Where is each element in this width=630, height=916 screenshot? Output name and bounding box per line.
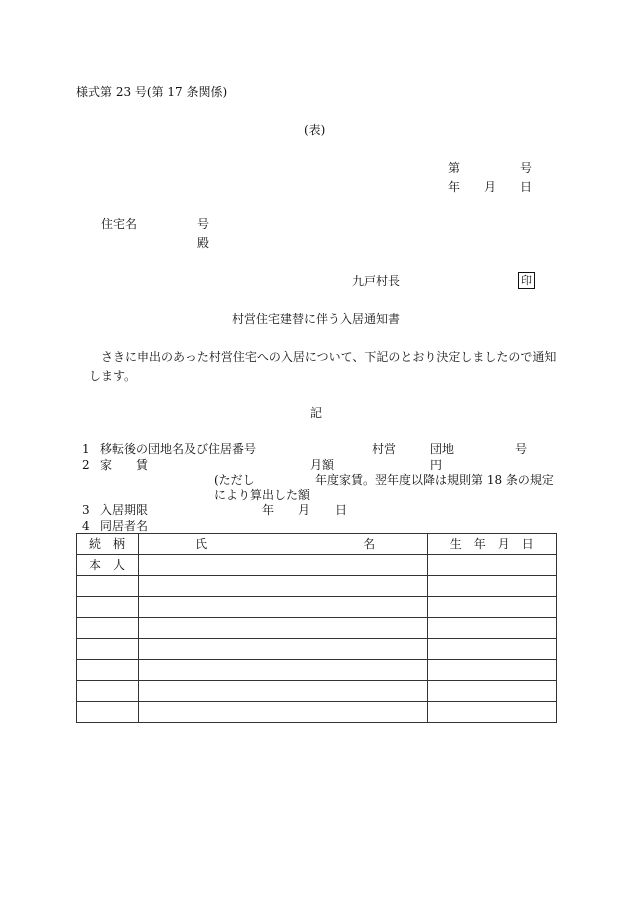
item2-monthly: 月額 bbox=[310, 458, 335, 472]
header-name bbox=[139, 534, 428, 555]
item3-month: 月 bbox=[298, 503, 311, 517]
body-line-2: します。 bbox=[89, 369, 137, 383]
item2-note-line2: により算出した額 bbox=[214, 488, 311, 502]
cell-birth bbox=[427, 618, 556, 639]
item2-note-open: (ただし bbox=[214, 473, 255, 487]
cell-relation bbox=[77, 660, 139, 681]
table-row bbox=[77, 702, 557, 723]
cohabitants-table bbox=[76, 533, 557, 723]
addressee-label: 住宅名 bbox=[101, 217, 138, 231]
cell-relation bbox=[77, 555, 139, 576]
item2-num: 2 bbox=[82, 458, 90, 472]
cell-name bbox=[139, 702, 428, 723]
item3-label: 入居期限 bbox=[100, 503, 149, 517]
relation-self: 本 人 bbox=[89, 558, 126, 572]
header-birth-text: 生 年 月 日 bbox=[449, 537, 534, 551]
doc-date-month: 月 bbox=[484, 180, 497, 194]
cell-relation bbox=[77, 576, 139, 597]
doc-date-day: 日 bbox=[520, 180, 533, 194]
item3-year: 年 bbox=[262, 503, 275, 517]
header-relation bbox=[77, 534, 139, 555]
cell-name bbox=[139, 681, 428, 702]
doc-title: 村営住宅建替に伴う入居通知書 bbox=[232, 312, 401, 326]
addressee-honorific: 殿 bbox=[197, 236, 210, 250]
header-name-left: 氏 bbox=[195, 537, 208, 551]
item2-yen: 円 bbox=[430, 458, 443, 472]
doc-number-go: 号 bbox=[520, 161, 533, 175]
cell-relation bbox=[77, 681, 139, 702]
cell-birth bbox=[427, 660, 556, 681]
cell-relation bbox=[77, 639, 139, 660]
item3-num: 3 bbox=[82, 503, 90, 517]
item1-village: 村営 bbox=[372, 442, 397, 456]
table-header-row bbox=[77, 534, 557, 555]
table-row bbox=[77, 618, 557, 639]
item4-num: 4 bbox=[82, 519, 90, 533]
body-line-1: さきに申出のあった村営住宅への入居について、下記のとおり決定しましたので通知 bbox=[101, 350, 557, 364]
issuer-title: 九戸村長 bbox=[352, 274, 401, 288]
form-number: 様式第 23 号(第 17 条関係) bbox=[76, 85, 228, 99]
item1-danchi: 団地 bbox=[430, 442, 455, 456]
front-label: (表) bbox=[304, 123, 326, 137]
cell-relation bbox=[77, 618, 139, 639]
ki-heading: 記 bbox=[310, 406, 323, 420]
item1-num: 1 bbox=[82, 442, 90, 456]
cell-birth bbox=[427, 639, 556, 660]
cell-name bbox=[139, 576, 428, 597]
item1-go: 号 bbox=[515, 442, 528, 456]
cell-relation bbox=[77, 702, 139, 723]
cell-birth bbox=[427, 702, 556, 723]
cell-birth bbox=[427, 555, 556, 576]
seal-mark: 印 bbox=[518, 272, 535, 289]
header-name-right: 名 bbox=[363, 537, 376, 551]
table-row bbox=[77, 639, 557, 660]
table-row bbox=[77, 660, 557, 681]
table-row bbox=[77, 681, 557, 702]
cell-birth bbox=[427, 576, 556, 597]
cell-name bbox=[139, 555, 428, 576]
cell-name bbox=[139, 618, 428, 639]
table-row bbox=[77, 555, 557, 576]
cell-birth bbox=[427, 681, 556, 702]
cell-name bbox=[139, 660, 428, 681]
doc-number-dai: 第 bbox=[448, 161, 461, 175]
cell-name bbox=[139, 639, 428, 660]
item3-day: 日 bbox=[335, 503, 348, 517]
cell-relation bbox=[77, 597, 139, 618]
header-relation-text: 続 柄 bbox=[89, 537, 126, 551]
table-row bbox=[77, 576, 557, 597]
item1-label: 移転後の団地名及び住居番号 bbox=[100, 442, 257, 456]
table-row bbox=[77, 597, 557, 618]
addressee-go: 号 bbox=[197, 217, 210, 231]
doc-date-year: 年 bbox=[448, 180, 461, 194]
item2-label: 家 賃 bbox=[100, 458, 149, 472]
item4-label: 同居者名 bbox=[100, 519, 149, 533]
item2-note-mid: 年度家賃。翌年度以降は規則第 18 条の規定 bbox=[315, 473, 554, 487]
header-birth bbox=[427, 534, 556, 555]
cell-name bbox=[139, 597, 428, 618]
cell-birth bbox=[427, 597, 556, 618]
